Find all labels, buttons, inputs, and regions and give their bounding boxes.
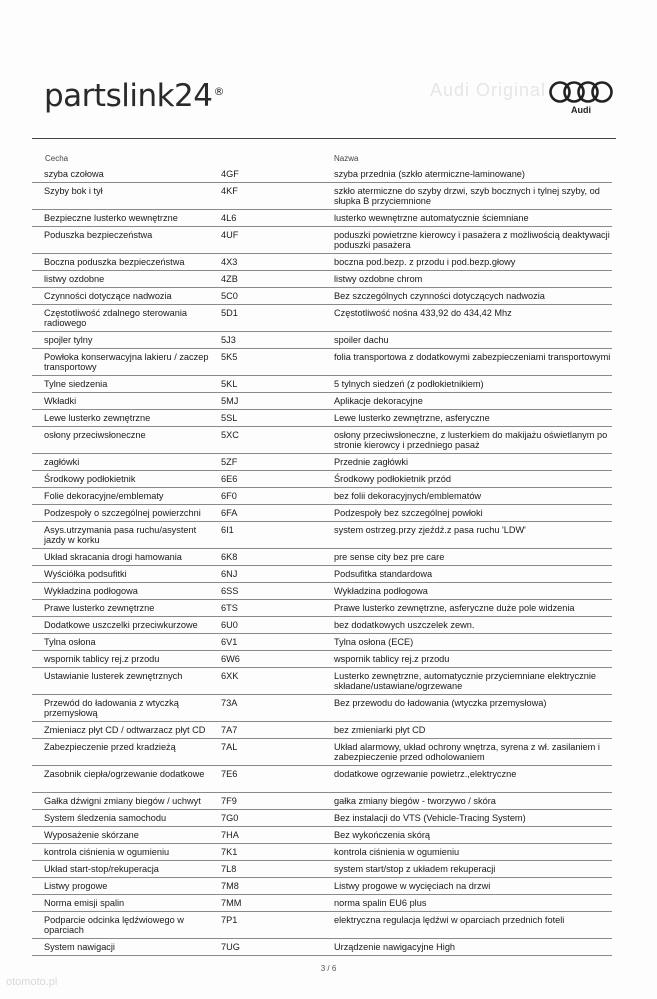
feature-cell: Podparcie odcinka lędźwiowego w oparciach — [44, 915, 184, 935]
name-cell: poduszki powietrzne kierowcy i pasażera z możliwością deaktywacji poduszki pasażera — [334, 230, 610, 250]
code-cell: 6I1 — [221, 525, 234, 535]
code-cell: 4KF — [221, 186, 238, 196]
column-header-feature: Cecha — [45, 154, 69, 163]
table-row — [32, 827, 612, 844]
name-cell: szyba przednia (szkło atermiczne-laminowane) — [334, 169, 525, 179]
name-cell: spoiler dachu — [334, 335, 389, 345]
code-cell: 6XK — [221, 671, 239, 681]
code-cell: 7UG — [221, 942, 240, 952]
feature-cell: Asys.utrzymania pasa ruchu/asystent jazdy w korku — [44, 525, 197, 545]
code-cell: 4UF — [221, 230, 239, 240]
feature-cell: Zmieniacz płyt CD / odtwarzacz płyt CD — [44, 725, 206, 735]
name-cell: Podsufitka standardowa — [334, 569, 433, 579]
table-row — [32, 912, 612, 939]
code-cell: 7F9 — [221, 796, 237, 806]
feature-cell: spojler tylny — [44, 335, 93, 345]
code-cell: 73A — [221, 698, 238, 708]
equipment-table — [32, 166, 612, 956]
name-cell: Listwy progowe w wycięciach na drzwi — [334, 881, 491, 891]
name-cell: norma spalin EU6 plus — [334, 898, 427, 908]
code-cell: 7K1 — [221, 847, 238, 857]
name-cell: Częstotliwość nośna 433,92 do 434,42 Mhz — [334, 308, 512, 318]
feature-cell: Układ start-stop/rekuperacja — [44, 864, 159, 874]
feature-cell: Powłoka konserwacyjna lakieru / zaczep transportowy — [44, 352, 209, 372]
feature-cell: listwy ozdobne — [44, 274, 105, 284]
table-row — [32, 793, 612, 810]
feature-cell: Układ skracania drogi hamowania — [44, 552, 182, 562]
watermark-text: otomoto.pl — [6, 976, 58, 988]
code-cell: 4GF — [221, 169, 239, 179]
code-cell: 5J3 — [221, 335, 236, 345]
table-row — [32, 878, 612, 895]
name-cell: boczna pod.bezp. z przodu i pod.bezp.głowy — [334, 257, 516, 267]
feature-cell: Tylna osłona — [44, 637, 96, 647]
feature-cell: Ustawianie lusterek zewnętrznych — [44, 671, 183, 681]
name-cell: system ostrzeg.przy zjeźdź.z pasa ruchu 'LDW' — [334, 525, 526, 535]
table-row — [32, 505, 612, 522]
table-row — [32, 471, 612, 488]
table-row — [32, 393, 612, 410]
name-cell: Prawe lusterko zewnętrzne, asferyczne duże pole widzenia — [334, 603, 575, 613]
feature-cell: Dodatkowe uszczelki przeciwkurzowe — [44, 620, 198, 630]
name-cell: bez dodatkowych uszczelek zewn. — [334, 620, 475, 630]
code-cell: 5MJ — [221, 396, 239, 406]
name-cell: Bez wykończenia skórą — [334, 830, 431, 840]
table-row — [32, 349, 612, 376]
table-row — [32, 566, 612, 583]
name-cell: system start/stop z układem rekuperacji — [334, 864, 496, 874]
feature-cell: Wyposażenie skórzane — [44, 830, 139, 840]
table-row — [32, 651, 612, 668]
code-cell: 6V1 — [221, 637, 238, 647]
feature-cell: Norma emisji spalin — [44, 898, 125, 908]
name-cell: Przednie zagłówki — [334, 457, 409, 467]
table-row — [32, 861, 612, 878]
code-cell: 7M8 — [221, 881, 239, 891]
feature-cell: Boczna poduszka bezpieczeństwa — [44, 257, 185, 267]
table-row — [32, 600, 612, 617]
name-cell: szkło atermiczne do szyby drzwi, szyb bocznych i tylnej szyby, od słupka B przyciemnione — [334, 186, 600, 206]
feature-cell: Folie dekoracyjne/emblematy — [44, 491, 164, 501]
code-cell: 6SS — [221, 586, 239, 596]
table-row — [32, 488, 612, 505]
name-cell: folia transportowa z dodatkowymi zabezpieczeniami transportowymi — [334, 352, 611, 362]
code-cell: 7G0 — [221, 813, 239, 823]
table-row — [32, 254, 612, 271]
logo-text: partslink24 — [44, 78, 213, 114]
table-row — [32, 271, 612, 288]
registered-mark: ® — [213, 84, 224, 98]
audi-rings-icon — [546, 80, 616, 104]
name-cell: Tylna osłona (ECE) — [334, 637, 414, 647]
name-cell: kontrola ciśnienia w ogumieniu — [334, 847, 460, 857]
code-cell: 6FA — [221, 508, 238, 518]
table-row — [32, 844, 612, 861]
name-cell: Bez instalacji do VTS (Vehicle-Tracing System) — [334, 813, 526, 823]
name-cell: Wykładzina podłogowa — [334, 586, 428, 596]
feature-cell: System nawigacji — [44, 942, 115, 952]
name-cell: Lewe lusterko zewnętrzne, asferyczne — [334, 413, 490, 423]
code-cell: 5D1 — [221, 308, 238, 318]
feature-cell: Czynności dotyczące nadwozia — [44, 291, 172, 301]
table-row — [32, 305, 612, 332]
code-cell: 6TS — [221, 603, 238, 613]
name-cell: Bez przewodu do ładowania (wtyczka przemysłowa) — [334, 698, 547, 708]
table-row — [32, 410, 612, 427]
table-row — [32, 210, 612, 227]
name-cell: wspornik tablicy rej.z przodu — [334, 654, 450, 664]
partslink24-logo — [44, 78, 224, 114]
table-row — [32, 549, 612, 566]
table-row — [32, 454, 612, 471]
feature-cell: Zabezpieczenie przed kradzieżą — [44, 742, 176, 752]
feature-cell: Przewód do ładowania z wtyczką przemysłową — [44, 698, 179, 718]
feature-cell: Gałka dźwigni zmiany biegów / uchwyt — [44, 796, 201, 806]
code-cell: 4ZB — [221, 274, 238, 284]
table-row — [32, 668, 612, 695]
code-cell: 6K8 — [221, 552, 238, 562]
code-cell: 7HA — [221, 830, 239, 840]
table-row — [32, 617, 612, 634]
name-cell: 5 tylnych siedzeń (z podłokietnikiem) — [334, 379, 484, 389]
code-cell: 5K5 — [221, 352, 238, 362]
code-cell: 7A7 — [221, 725, 238, 735]
table-row — [32, 695, 612, 722]
name-cell: Układ alarmowy, układ ochrony wnętrza, syrena z wł. zasilaniem i zabezpieczenie przed odholowaniem — [334, 742, 600, 762]
page-number: 3 / 6 — [320, 964, 337, 973]
feature-cell: System śledzenia samochodu — [44, 813, 167, 823]
table-row — [32, 288, 612, 305]
name-cell: elektryczna regulacja lędźwi w oparciach przednich foteli — [334, 915, 565, 925]
table-row — [32, 427, 612, 454]
ghost-watermark-text: Audi Original — [430, 80, 547, 100]
feature-cell: szyba czołowa — [44, 169, 104, 179]
feature-cell: osłony przeciwsłoneczne — [44, 430, 146, 440]
code-cell: 6W6 — [221, 654, 240, 664]
feature-cell: Listwy progowe — [44, 881, 108, 891]
table-row — [32, 634, 612, 651]
name-cell: lusterko wewnętrzne automatycznie ściemniane — [334, 213, 529, 223]
feature-cell: Lewe lusterko zewnętrzne — [44, 413, 151, 423]
code-cell: 7MM — [221, 898, 242, 908]
feature-cell: Tylne siedzenia — [44, 379, 108, 389]
feature-cell: Poduszka bezpieczeństwa — [44, 230, 153, 240]
code-cell: 5ZF — [221, 457, 238, 467]
table-row — [32, 522, 612, 549]
brand-block — [546, 80, 616, 115]
code-cell: 6NJ — [221, 569, 238, 579]
feature-cell: Wkładki — [44, 396, 77, 406]
name-cell: osłony przeciwsłoneczne, z lusterkiem do makijażu oświetlanym po stronie kierowcy i przedniego pasaż — [334, 430, 608, 450]
code-cell: 4L6 — [221, 213, 237, 223]
feature-cell: Wyściółka podsufitki — [44, 569, 127, 579]
brand-name: Audi — [571, 105, 591, 115]
feature-cell: Zasobnik ciepła/ogrzewanie dodatkowe — [44, 769, 205, 779]
feature-cell: Środkowy podłokietnik — [44, 474, 136, 484]
feature-cell: Bezpieczne lusterko wewnętrzne — [44, 213, 178, 223]
table-row — [32, 722, 612, 739]
feature-cell: wspornik tablicy rej.z przodu — [44, 654, 160, 664]
name-cell: listwy ozdobne chrom — [334, 274, 423, 284]
code-cell: 5SL — [221, 413, 238, 423]
feature-cell: zagłówki — [44, 457, 80, 467]
table-row — [32, 376, 612, 393]
code-cell: 7P1 — [221, 915, 238, 925]
column-header-name: Nazwa — [334, 154, 359, 163]
table-row — [32, 810, 612, 827]
name-cell: Aplikacje dekoracyjne — [334, 396, 423, 406]
name-cell: bez zmieniarki płyt CD — [334, 725, 426, 735]
feature-cell: Wykładzina podłogowa — [44, 586, 138, 596]
feature-cell: Prawe lusterko zewnętrzne — [44, 603, 155, 613]
table-row — [32, 166, 612, 183]
code-cell: 7L8 — [221, 864, 237, 874]
table-row — [32, 227, 612, 254]
table-row — [32, 183, 612, 210]
name-cell: pre sense city bez pre care — [334, 552, 445, 562]
feature-cell: Częstotliwość zdalnego sterowania radiowego — [44, 308, 187, 328]
name-cell: gałka zmiany biegów - tworzywo / skóra — [334, 796, 496, 806]
code-cell: 6F0 — [221, 491, 237, 501]
code-cell: 6E6 — [221, 474, 238, 484]
header-divider — [32, 138, 616, 139]
code-cell: 5C0 — [221, 291, 238, 301]
table-row — [32, 895, 612, 912]
code-cell: 5XC — [221, 430, 239, 440]
name-cell: Podzespoły bez szczególnej powłoki — [334, 508, 483, 518]
feature-cell: Podzespoły o szczególnej powierzchni — [44, 508, 201, 518]
table-row — [32, 583, 612, 600]
name-cell: Urządzenie nawigacyjne High — [334, 942, 456, 952]
code-cell: 6U0 — [221, 620, 238, 630]
name-cell: Lusterko zewnętrzne, automatycznie przyciemniane elektrycznie składane/ustawiane/ogrzewane — [334, 671, 596, 691]
table-row — [32, 766, 612, 793]
code-cell: 7E6 — [221, 769, 238, 779]
code-cell: 7AL — [221, 742, 238, 752]
table-row — [32, 939, 612, 956]
table-row — [32, 332, 612, 349]
name-cell: Bez szczególnych czynności dotyczących nadwozia — [334, 291, 545, 301]
name-cell: dodatkowe ogrzewanie powietrz.,elektryczne — [334, 769, 517, 779]
name-cell: Środkowy podłokietnik przód — [334, 474, 451, 484]
table-row — [32, 739, 612, 766]
feature-cell: kontrola ciśnienia w ogumieniu — [44, 847, 170, 857]
code-cell: 5KL — [221, 379, 238, 389]
feature-cell: Szyby bok i tył — [44, 186, 103, 196]
code-cell: 4X3 — [221, 257, 238, 267]
name-cell: bez folii dekoracyjnych/emblematów — [334, 491, 482, 501]
